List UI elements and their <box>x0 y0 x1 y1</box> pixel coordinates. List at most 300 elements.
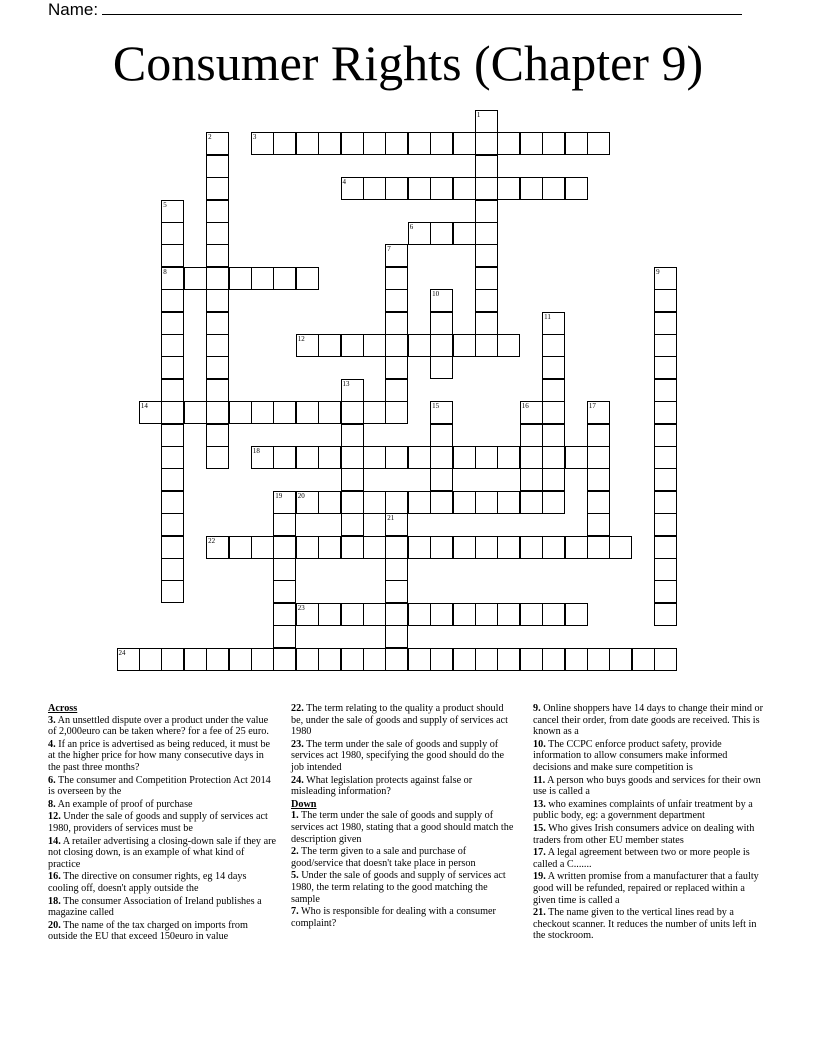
grid-cell[interactable] <box>206 267 229 290</box>
grid-cell[interactable] <box>408 177 431 200</box>
grid-cell[interactable] <box>385 603 408 626</box>
grid-cell[interactable] <box>341 491 364 514</box>
grid-cell[interactable] <box>475 132 498 155</box>
grid-cell[interactable] <box>385 289 408 312</box>
grid-cell[interactable] <box>475 289 498 312</box>
grid-cell[interactable] <box>475 110 498 133</box>
grid-cell[interactable] <box>273 491 296 514</box>
clue-item <box>48 715 278 738</box>
grid-cell[interactable] <box>453 536 476 559</box>
grid-cell[interactable] <box>363 603 386 626</box>
grid-cell[interactable] <box>385 177 408 200</box>
grid-cell[interactable] <box>385 558 408 581</box>
clue-text: Under the sale of goods and supply of services act 1980, the term relating to the good matching the sample <box>291 870 506 905</box>
clue-num: 6. <box>48 774 56 786</box>
grid-cell[interactable] <box>542 334 565 357</box>
clue-item <box>533 823 765 846</box>
grid-cell[interactable] <box>161 401 184 424</box>
grid-cell[interactable] <box>408 132 431 155</box>
grid-cell[interactable] <box>273 513 296 536</box>
grid-cell[interactable] <box>542 536 565 559</box>
grid-cell[interactable] <box>206 222 229 245</box>
clue-text: Who gives Irish consumers advice on dealing with traders from other EU member states <box>533 822 755 846</box>
grid-cell[interactable] <box>408 648 431 671</box>
grid-cell[interactable] <box>385 648 408 671</box>
grid-cell[interactable] <box>475 312 498 335</box>
clue-item <box>48 920 278 943</box>
grid-cell[interactable] <box>161 536 184 559</box>
grid-cell[interactable] <box>497 132 520 155</box>
grid-cell[interactable] <box>654 312 677 335</box>
grid-cell[interactable] <box>251 446 274 469</box>
clue-item <box>533 847 765 870</box>
grid-cell[interactable] <box>408 222 431 245</box>
grid-cell[interactable] <box>206 155 229 178</box>
grid-cell[interactable] <box>654 491 677 514</box>
grid-cell[interactable] <box>184 267 207 290</box>
grid-cell[interactable] <box>229 536 252 559</box>
grid-cell[interactable] <box>408 536 431 559</box>
grid-cell[interactable] <box>654 334 677 357</box>
grid-cell[interactable] <box>654 424 677 447</box>
grid-cell[interactable] <box>430 132 453 155</box>
grid-cell[interactable] <box>475 267 498 290</box>
grid-cell[interactable] <box>430 536 453 559</box>
grid-cell[interactable] <box>296 536 319 559</box>
clue-text: Who is responsible for dealing with a consumer complaint? <box>291 906 496 929</box>
grid-cell[interactable] <box>475 536 498 559</box>
clue-text: What legislation protects against false or misleading information? <box>291 774 473 798</box>
grid-cell[interactable] <box>587 132 610 155</box>
grid-cell[interactable] <box>296 648 319 671</box>
clue-item <box>533 799 765 822</box>
grid-cell[interactable] <box>565 446 588 469</box>
clue-num: 10. <box>533 738 546 750</box>
grid-cell[interactable] <box>408 603 431 626</box>
grid-cell[interactable] <box>430 289 453 312</box>
grid-cell[interactable] <box>363 401 386 424</box>
grid-cell[interactable] <box>654 401 677 424</box>
grid-cell[interactable] <box>475 222 498 245</box>
grid-cell[interactable] <box>453 177 476 200</box>
grid-cell[interactable] <box>542 468 565 491</box>
clue-num: 22. <box>291 703 304 714</box>
grid-cell[interactable] <box>341 177 364 200</box>
grid-cell[interactable] <box>385 446 408 469</box>
grid-cell[interactable] <box>430 356 453 379</box>
grid-cell[interactable] <box>542 491 565 514</box>
grid-cell[interactable] <box>587 648 610 671</box>
clue-num: 5. <box>291 870 299 882</box>
clue-text: If an price is advertised as being reduced, it must be at the higher price for how many consecutive days in the past three months? <box>48 738 271 773</box>
grid-cell[interactable] <box>520 177 543 200</box>
clue-text: The directive on consumer rights, eg 14 days cooling off, doesn't apply outside the <box>48 871 247 894</box>
grid-cell[interactable] <box>273 625 296 648</box>
grid-cell[interactable] <box>363 536 386 559</box>
grid-cell[interactable] <box>273 401 296 424</box>
grid-cell[interactable] <box>296 334 319 357</box>
grid-cell[interactable] <box>341 648 364 671</box>
grid-cell[interactable] <box>587 446 610 469</box>
grid-cell[interactable] <box>206 401 229 424</box>
grid-cell[interactable] <box>206 244 229 267</box>
grid-cell[interactable] <box>161 379 184 402</box>
grid-cell[interactable] <box>318 603 341 626</box>
grid-cell[interactable] <box>654 446 677 469</box>
clue-num: 9. <box>533 703 541 714</box>
grid-cell[interactable] <box>206 446 229 469</box>
grid-cell[interactable] <box>161 558 184 581</box>
clue-number: 4 <box>342 178 346 187</box>
grid-cell[interactable] <box>184 401 207 424</box>
grid-cell[interactable] <box>273 446 296 469</box>
grid-cell[interactable] <box>206 648 229 671</box>
grid-cell[interactable] <box>341 379 364 402</box>
clue-number: 17 <box>588 402 596 411</box>
grid-cell[interactable] <box>385 267 408 290</box>
grid-cell[interactable] <box>273 536 296 559</box>
grid-cell[interactable] <box>475 177 498 200</box>
grid-cell[interactable] <box>408 446 431 469</box>
clue-item <box>533 703 765 738</box>
clue-item <box>533 907 765 942</box>
grid-cell[interactable] <box>654 468 677 491</box>
grid-cell[interactable] <box>206 200 229 223</box>
grid-cell[interactable] <box>251 536 274 559</box>
grid-cell[interactable] <box>385 334 408 357</box>
clue-num: 21. <box>533 907 546 919</box>
grid-cell[interactable] <box>273 603 296 626</box>
clue-text: Under the sale of goods and supply of services act 1980, providers of services must be <box>48 811 268 834</box>
clue-number: 3 <box>252 133 257 142</box>
grid-cell[interactable] <box>318 491 341 514</box>
grid-cell[interactable] <box>184 648 207 671</box>
grid-cell[interactable] <box>654 267 677 290</box>
grid-cell[interactable] <box>632 648 655 671</box>
grid-cell[interactable] <box>318 648 341 671</box>
grid-cell[interactable] <box>363 177 386 200</box>
grid-cell[interactable] <box>430 401 453 424</box>
grid-cell[interactable] <box>408 334 431 357</box>
grid-cell[interactable] <box>251 132 274 155</box>
grid-cell[interactable] <box>296 132 319 155</box>
grid-cell[interactable] <box>542 132 565 155</box>
grid-cell[interactable] <box>206 379 229 402</box>
grid-cell[interactable] <box>497 603 520 626</box>
grid-cell[interactable] <box>385 379 408 402</box>
clue-item <box>291 739 517 774</box>
grid-cell[interactable] <box>609 536 632 559</box>
name-label: Name: <box>48 0 99 19</box>
grid-cell[interactable] <box>430 222 453 245</box>
grid-cell[interactable] <box>408 491 431 514</box>
clue-item <box>48 739 278 774</box>
clue-item <box>291 810 517 845</box>
grid-cell[interactable] <box>520 491 543 514</box>
down-heading: Down <box>291 798 317 810</box>
grid-cell[interactable] <box>609 648 632 671</box>
clue-column-1 <box>48 703 278 944</box>
grid-cell[interactable] <box>161 312 184 335</box>
grid-cell[interactable] <box>497 334 520 357</box>
grid-cell[interactable] <box>542 356 565 379</box>
grid-cell[interactable] <box>542 177 565 200</box>
clue-num: 17. <box>533 847 546 859</box>
grid-cell[interactable] <box>385 580 408 603</box>
grid-cell[interactable] <box>273 580 296 603</box>
clue-text: The name given to the vertical lines read by a checkout scanner. It reduces the number of units left in the stockroom. <box>533 907 757 942</box>
grid-cell[interactable] <box>453 491 476 514</box>
grid-cell[interactable] <box>430 648 453 671</box>
grid-cell[interactable] <box>542 648 565 671</box>
grid-cell[interactable] <box>139 401 162 424</box>
grid-cell[interactable] <box>273 558 296 581</box>
grid-cell[interactable] <box>497 536 520 559</box>
grid-cell[interactable] <box>385 356 408 379</box>
grid-cell[interactable] <box>565 648 588 671</box>
grid-cell[interactable] <box>542 446 565 469</box>
grid-cell[interactable] <box>161 334 184 357</box>
clue-column-3 <box>533 703 765 943</box>
grid-cell[interactable] <box>475 244 498 267</box>
grid-cell[interactable] <box>475 200 498 223</box>
grid-cell[interactable] <box>318 446 341 469</box>
grid-cell[interactable] <box>654 648 677 671</box>
grid-cell[interactable] <box>497 648 520 671</box>
grid-cell[interactable] <box>161 356 184 379</box>
grid-cell[interactable] <box>318 334 341 357</box>
grid-cell[interactable] <box>363 334 386 357</box>
grid-cell[interactable] <box>161 200 184 223</box>
clue-num: 13. <box>533 798 546 810</box>
grid-cell[interactable] <box>296 401 319 424</box>
grid-cell[interactable] <box>161 580 184 603</box>
clue-text: The name of the tax charged on imports from outside the EU that exceed 150euro in value <box>48 919 248 943</box>
grid-cell[interactable] <box>587 468 610 491</box>
grid-cell[interactable] <box>520 603 543 626</box>
grid-cell[interactable] <box>251 401 274 424</box>
grid-cell[interactable] <box>430 424 453 447</box>
grid-cell[interactable] <box>520 132 543 155</box>
grid-cell[interactable] <box>161 446 184 469</box>
clue-number: 8 <box>163 267 167 276</box>
grid-cell[interactable] <box>206 424 229 447</box>
clue-column-2 <box>291 703 517 930</box>
grid-cell[interactable] <box>587 424 610 447</box>
grid-cell[interactable] <box>296 446 319 469</box>
grid-cell[interactable] <box>520 401 543 424</box>
grid-cell[interactable] <box>654 536 677 559</box>
clue-num: 2. <box>291 846 299 858</box>
clue-text: A person who buys goods and services for their own use is called a <box>533 774 761 798</box>
clue-text: A legal agreement between two or more people is called a C....... <box>533 847 750 870</box>
clue-text: The consumer and Competition Protection Act 2014 is overseen by the <box>48 774 271 798</box>
grid-cell[interactable] <box>206 132 229 155</box>
grid-cell[interactable] <box>497 491 520 514</box>
grid-cell[interactable] <box>542 401 565 424</box>
grid-cell[interactable] <box>430 491 453 514</box>
grid-cell[interactable] <box>520 536 543 559</box>
grid-cell[interactable] <box>296 603 319 626</box>
grid-cell[interactable] <box>542 424 565 447</box>
grid-cell[interactable] <box>296 267 319 290</box>
grid-cell[interactable] <box>497 177 520 200</box>
grid-cell[interactable] <box>430 334 453 357</box>
clue-item <box>48 811 278 834</box>
grid-cell[interactable] <box>565 132 588 155</box>
grid-cell[interactable] <box>229 267 252 290</box>
clue-item <box>291 906 517 929</box>
grid-cell[interactable] <box>161 289 184 312</box>
grid-cell[interactable] <box>385 312 408 335</box>
grid-cell[interactable] <box>430 603 453 626</box>
grid-cell[interactable] <box>475 334 498 357</box>
grid-cell[interactable] <box>385 536 408 559</box>
grid-cell[interactable] <box>475 446 498 469</box>
grid-cell[interactable] <box>453 132 476 155</box>
grid-cell[interactable] <box>475 603 498 626</box>
grid-cell[interactable] <box>206 312 229 335</box>
clue-num: 15. <box>533 822 546 834</box>
grid-cell[interactable] <box>363 446 386 469</box>
grid-cell[interactable] <box>229 401 252 424</box>
grid-cell[interactable] <box>341 401 364 424</box>
grid-cell[interactable] <box>385 132 408 155</box>
grid-cell[interactable] <box>229 648 252 671</box>
clue-item <box>291 703 517 738</box>
grid-cell[interactable] <box>273 648 296 671</box>
grid-cell[interactable] <box>341 536 364 559</box>
grid-cell[interactable] <box>341 468 364 491</box>
grid-cell[interactable] <box>475 648 498 671</box>
grid-cell[interactable] <box>654 558 677 581</box>
grid-cell[interactable] <box>161 267 184 290</box>
grid-cell[interactable] <box>475 491 498 514</box>
grid-cell[interactable] <box>654 513 677 536</box>
grid-cell[interactable] <box>318 401 341 424</box>
grid-cell[interactable] <box>206 356 229 379</box>
grid-cell[interactable] <box>161 424 184 447</box>
clue-number: 14 <box>140 402 148 411</box>
grid-cell[interactable] <box>430 312 453 335</box>
grid-cell[interactable] <box>341 132 364 155</box>
grid-cell[interactable] <box>161 513 184 536</box>
clue-number: 5 <box>163 200 167 209</box>
grid-cell[interactable] <box>453 446 476 469</box>
grid-cell[interactable] <box>542 379 565 402</box>
grid-cell[interactable] <box>497 446 520 469</box>
grid-cell[interactable] <box>385 625 408 648</box>
grid-cell[interactable] <box>654 603 677 626</box>
clue-item <box>48 896 278 919</box>
grid-cell[interactable] <box>161 244 184 267</box>
grid-cell[interactable] <box>430 177 453 200</box>
grid-cell[interactable] <box>206 289 229 312</box>
grid-cell[interactable] <box>565 536 588 559</box>
grid-cell[interactable] <box>385 513 408 536</box>
grid-cell[interactable] <box>587 401 610 424</box>
grid-cell[interactable] <box>161 491 184 514</box>
clue-number: 18 <box>252 447 260 455</box>
grid-cell[interactable] <box>385 491 408 514</box>
grid-cell[interactable] <box>453 603 476 626</box>
grid-cell[interactable] <box>453 334 476 357</box>
clue-text: The consumer Association of Ireland publishes a magazine called <box>48 895 262 919</box>
grid-cell[interactable] <box>587 536 610 559</box>
grid-cell[interactable] <box>341 424 364 447</box>
grid-cell[interactable] <box>318 132 341 155</box>
grid-cell[interactable] <box>654 289 677 312</box>
grid-cell[interactable] <box>206 334 229 357</box>
grid-cell[interactable] <box>430 468 453 491</box>
grid-cell[interactable] <box>273 267 296 290</box>
clue-item <box>291 870 517 905</box>
grid-cell[interactable] <box>654 580 677 603</box>
grid-cell[interactable] <box>542 603 565 626</box>
grid-cell[interactable] <box>318 536 341 559</box>
grid-cell[interactable] <box>206 177 229 200</box>
grid-cell[interactable] <box>453 648 476 671</box>
grid-cell[interactable] <box>520 446 543 469</box>
grid-cell[interactable] <box>430 446 453 469</box>
grid-cell[interactable] <box>453 222 476 245</box>
grid-cell[interactable] <box>341 513 364 536</box>
grid-cell[interactable] <box>341 446 364 469</box>
grid-cell[interactable] <box>542 312 565 335</box>
clue-number: 10 <box>432 290 440 299</box>
grid-cell[interactable] <box>475 155 498 178</box>
grid-cell[interactable] <box>251 648 274 671</box>
grid-cell[interactable] <box>161 222 184 245</box>
clue-num: 8. <box>48 798 56 810</box>
clue-num: 23. <box>291 738 304 750</box>
grid-cell[interactable] <box>385 401 408 424</box>
grid-cell[interactable] <box>139 648 162 671</box>
grid-cell[interactable] <box>206 536 229 559</box>
clue-number: 1 <box>476 111 481 119</box>
grid-cell[interactable] <box>363 648 386 671</box>
clue-text: A retailer advertising a closing-down sale if they are not closing down, is an example of what kind of practice <box>48 835 277 870</box>
grid-cell[interactable] <box>117 648 140 671</box>
grid-cell[interactable] <box>296 491 319 514</box>
grid-cell[interactable] <box>273 132 296 155</box>
grid-cell[interactable] <box>363 491 386 514</box>
clue-text: The term relating to the quality a product should be, under the sale of goods and supply of services act 1980 <box>291 703 508 738</box>
grid-cell[interactable] <box>161 648 184 671</box>
grid-cell[interactable] <box>654 379 677 402</box>
grid-cell[interactable] <box>341 334 364 357</box>
grid-cell[interactable] <box>161 468 184 491</box>
grid-cell[interactable] <box>520 648 543 671</box>
clue-number: 23 <box>297 603 305 612</box>
clue-text: An unsettled dispute over a product under the value of 2,000euro can be taken where? for a fee of 25 euro. <box>48 714 269 738</box>
clue-item <box>48 871 278 894</box>
clue-text: A written promise from a manufacturer that a faulty good will be refunded, repaired or replaced within a given time is called a <box>533 871 759 906</box>
grid-cell[interactable] <box>565 177 588 200</box>
clue-item <box>48 836 278 871</box>
grid-cell[interactable] <box>363 132 386 155</box>
grid-cell[interactable] <box>520 424 543 447</box>
grid-cell[interactable] <box>341 603 364 626</box>
grid-cell[interactable] <box>654 356 677 379</box>
grid-cell[interactable] <box>587 491 610 514</box>
clue-number: 15 <box>432 402 440 411</box>
grid-cell[interactable] <box>251 267 274 290</box>
grid-cell[interactable] <box>520 468 543 491</box>
grid-cell[interactable] <box>385 244 408 267</box>
grid-cell[interactable] <box>587 513 610 536</box>
grid-cell[interactable] <box>565 603 588 626</box>
